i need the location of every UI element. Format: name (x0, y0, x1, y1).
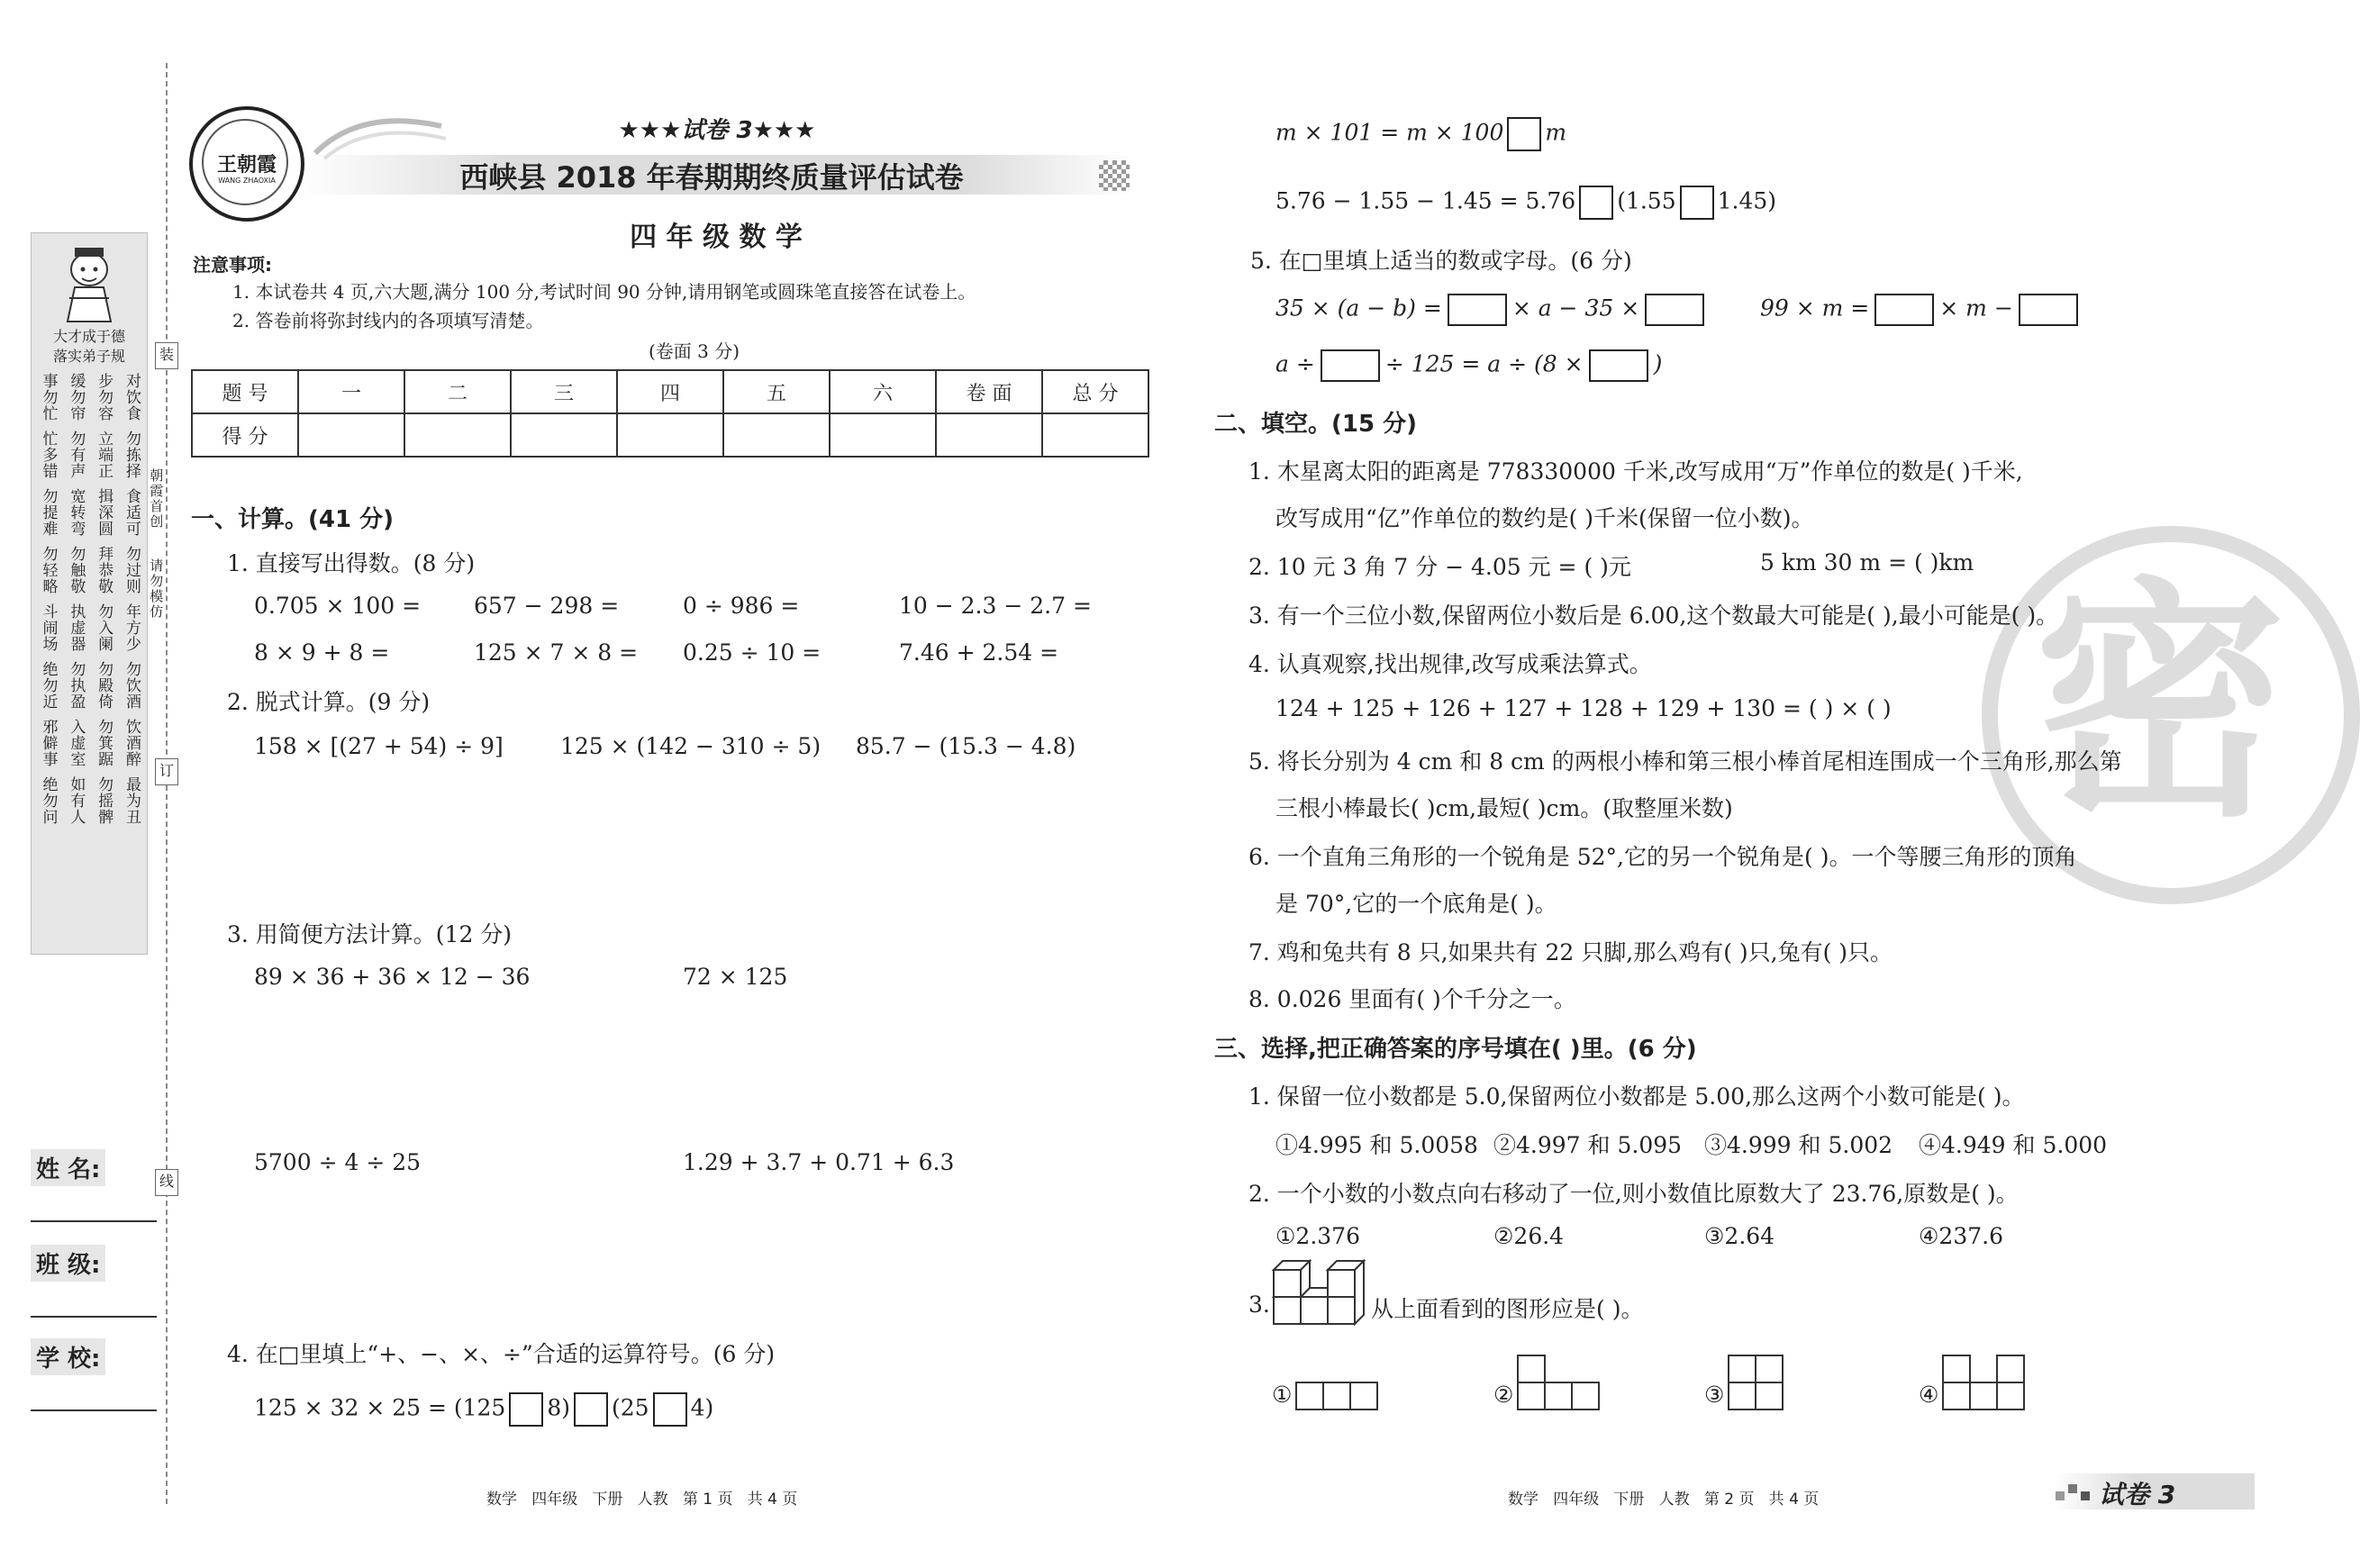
score-input-cell[interactable] (404, 413, 511, 457)
motto-column: 入虚室 (67, 719, 86, 767)
q3-title: 3. 用简便方法计算。(12 分) (227, 921, 513, 947)
answer-box[interactable] (1579, 186, 1613, 220)
ribbon-icon (306, 99, 450, 162)
s3-q3-option-2[interactable] (1493, 1382, 1611, 1436)
option-label: ① (1272, 1382, 1293, 1408)
s2-line: 5. 将长分别为 4 cm 和 8 cm 的两根小棒和第三根小棒首尾相连围成一个三角形,那么第 (1248, 748, 2122, 775)
s3-q2-option[interactable]: ③2.64 (1704, 1223, 1775, 1249)
q1-item: 7.46 + 2.54 = (899, 639, 1059, 666)
eq-text: (1.55 (1617, 187, 1676, 214)
answer-box[interactable] (1874, 294, 1934, 326)
eq-text: m × 101 = m × 100 (1275, 119, 1504, 146)
section3-title: 三、选择,把正确答案的序号填在( )里。(6 分) (1214, 1036, 1697, 1063)
score-input-cell[interactable] (936, 413, 1042, 457)
answer-box[interactable] (1680, 186, 1714, 220)
footer-page-1: 数学 四年级 下册 人教 第 1 页 共 4 页 (486, 1491, 798, 1509)
student-field-name[interactable] (31, 1149, 157, 1222)
left-sidebar (0, 0, 171, 1568)
tag-squares-icon (2056, 1481, 2092, 1502)
q1-item: 8 × 9 + 8 = (254, 639, 390, 666)
q1-item: 0.705 × 100 = (254, 593, 422, 619)
motto-group (39, 719, 140, 767)
cube-stack-figure (1272, 1270, 1366, 1335)
motto-column: 拜恭敬 (95, 546, 113, 594)
face-score-note: (卷面 3 分) (649, 340, 740, 362)
eq-text: 35 × (a − b) = (1275, 295, 1442, 322)
s2-line: 1. 木星离太阳的距离是 778330000 千米,改写成用“万”作单位的数是( )千米, (1248, 458, 2023, 485)
eq-text: a ÷ (1275, 350, 1315, 377)
motto-grid (39, 373, 143, 834)
eq-text: × a − 35 × (1511, 295, 1640, 322)
paper-tag: 试卷 3 (2099, 1480, 2176, 1509)
motto-column: 对饮食 (122, 373, 141, 421)
s3-q2-text: 2. 一个小数的小数点向右移动了一位,则小数值比原数大了 23.76,原数是( )。 (1248, 1181, 2019, 1207)
s2-line: 三根小棒最长( )cm,最短( )cm。(取整厘米数) (1275, 795, 1733, 821)
motto-column: 最为丑 (122, 776, 141, 825)
q1-item: 10 − 2.3 − 2.7 = (899, 593, 1092, 619)
brand-logo (189, 106, 304, 222)
paper-number: ★★★试卷 3★★★ (618, 117, 816, 144)
motto-column: 邪僻事 (39, 719, 58, 767)
s3-q1-option[interactable]: ①4.995 和 5.0058 (1275, 1132, 1478, 1158)
motto-column: 勿轻略 (39, 546, 58, 594)
answer-box[interactable] (1507, 117, 1541, 151)
score-header-cell: 二 (404, 370, 511, 413)
binding-mark: 线 (155, 1169, 178, 1196)
exam-title: 西峡县 2018 年春期期终质量评估试卷 (459, 160, 964, 195)
field-label-school: 学 校: (31, 1338, 105, 1375)
field-line (31, 1316, 157, 1318)
score-header-cell: 四 (617, 370, 723, 413)
motto-group (39, 373, 140, 421)
motto-group (39, 661, 140, 710)
motto-group (39, 603, 140, 652)
s2-line: 是 70°,它的一个底角是( )。 (1275, 891, 1557, 917)
checker-deco (1099, 160, 1130, 191)
score-header-cell: 六 (830, 370, 936, 413)
answer-box[interactable] (653, 1392, 687, 1427)
q2-item: 158 × [(27 + 54) ÷ 9] (254, 733, 504, 759)
s2-line: 7. 鸡和兔共有 8 只,如果共有 22 只脚,那么鸡有( )只,兔有( )只。 (1248, 939, 1893, 965)
s2-line: 3. 有一个三位小数,保留两位小数后是 6.00,这个数最大可能是( ),最小可能是( )。 (1248, 603, 2059, 629)
motto-top (37, 327, 141, 366)
q1-title: 1. 直接写出得数。(8 分) (227, 550, 476, 576)
q1-item: 657 − 298 = (474, 593, 620, 619)
motto-column: 忙多错 (39, 431, 58, 479)
logo-subtext: WANG ZHAOXIA (218, 177, 276, 185)
s3-q2-option[interactable]: ②26.4 (1493, 1223, 1565, 1249)
eq-text: × m − (1939, 295, 2013, 322)
notice-item: 2. 答卷前将弥封线内的各项填写清楚。 (232, 310, 544, 331)
section1-title: 一、计算。(41 分) (191, 506, 394, 533)
motto-column: 食适可 (122, 488, 141, 537)
s3-q3-text: 从上面看到的图形应是( )。 (1371, 1296, 1644, 1322)
answer-box[interactable] (1589, 349, 1648, 382)
field-label-name: 姓 名: (31, 1149, 105, 1186)
cartoon-panel (31, 232, 148, 955)
q5-equation-1 (1275, 294, 1710, 326)
q1-item: 0.25 ÷ 10 = (683, 639, 821, 666)
motto-column: 勿过则 (122, 546, 141, 594)
s2-line: 6. 一个直角三角形的一个锐角是 52°,它的另一个锐角是( )。一个等腰三角形的顶角 (1248, 844, 2077, 870)
eq-text: ÷ 125 = a ÷ (8 × (1384, 350, 1584, 377)
notice-heading: 注意事项: (193, 254, 272, 276)
score-input-cell[interactable] (830, 413, 936, 457)
option-label: ④ (1919, 1382, 1939, 1408)
q2-title: 2. 脱式计算。(9 分) (227, 689, 431, 715)
answer-box[interactable] (509, 1392, 543, 1427)
answer-box[interactable] (1321, 349, 1380, 382)
answer-box[interactable] (1448, 294, 1507, 326)
motto-column: 勿触敬 (67, 546, 86, 594)
motto-column: 立端正 (95, 431, 113, 479)
motto-column: 绝勿近 (39, 661, 58, 710)
motto-group (39, 488, 140, 537)
option-label: ③ (1704, 1382, 1725, 1408)
score-header-cell: 总 分 (1042, 370, 1148, 413)
eq-text: m (1545, 119, 1567, 146)
q4-title: 4. 在□里填上“+、−、×、÷”合适的运算符号。(6 分) (227, 1341, 776, 1367)
s2-line: 124 + 125 + 126 + 127 + 128 + 129 + 130 = ( ) × ( ) (1275, 695, 1892, 721)
s3-q1-option[interactable]: ②4.997 和 5.095 (1493, 1132, 1683, 1158)
motto-line: 落实弟子规 (52, 347, 125, 365)
footer-page-2: 数学 四年级 下册 人教 第 2 页 共 4 页 (1508, 1491, 1820, 1509)
s3-q3-option-3[interactable] (1704, 1382, 1803, 1436)
score-row-label: 得 分 (192, 413, 298, 457)
eq-text: 4) (690, 1394, 714, 1421)
section2-title: 二、填空。(15 分) (1214, 411, 1417, 438)
s3-q2-option[interactable]: ①2.376 (1275, 1223, 1360, 1249)
score-header-cell: 一 (298, 370, 404, 413)
eq-text: 5.76 − 1.55 − 1.45 = 5.76 (1275, 187, 1576, 214)
s2-line: 4. 认真观察,找出规律,改写成乘法算式。 (1248, 651, 1652, 677)
answer-box[interactable] (2019, 294, 2078, 326)
motto-column: 绝勿问 (39, 776, 58, 825)
watermark-text: 密 (2034, 557, 2286, 851)
motto-column: 勿拣择 (122, 431, 141, 479)
s3-q1-text: 1. 保留一位小数都是 5.0,保留两位小数都是 5.00,那么这两个小数可能是( )。 (1248, 1083, 2025, 1110)
motto-column: 事勿忙 (39, 373, 58, 421)
q1-item: 125 × 7 × 8 = (474, 639, 639, 666)
score-header-cell: 五 (723, 370, 830, 413)
s2-line: 8. 0.026 里面有( )个千分之一。 (1248, 986, 1576, 1012)
motto-column: 缓勿帘 (67, 373, 86, 421)
eq-text: 99 × m = (1760, 295, 1870, 322)
score-input-cell[interactable] (1042, 413, 1148, 457)
binding-note: 请勿模仿 (148, 558, 165, 620)
motto-group (39, 776, 140, 825)
s3-q1-option[interactable]: ③4.999 和 5.002 (1704, 1132, 1893, 1158)
score-table-header-row (192, 370, 1148, 413)
score-input-cell[interactable] (617, 413, 723, 457)
motto-group (39, 431, 140, 479)
eq-text: 1.45) (1717, 187, 1777, 214)
motto-column: 勿执盈 (67, 661, 86, 710)
scholar-cartoon-icon (51, 242, 127, 323)
q3-item: 72 × 125 (683, 964, 788, 990)
motto-column: 勿提难 (39, 488, 58, 537)
motto-column: 步勿容 (95, 373, 113, 421)
score-input-cell[interactable] (298, 413, 404, 457)
motto-column: 勿有声 (67, 431, 86, 479)
q3-item: 1.29 + 3.7 + 0.71 + 6.3 (683, 1149, 955, 1175)
q3-item: 89 × 36 + 36 × 12 − 36 (254, 964, 531, 990)
s3-q3-num: 3. (1248, 1292, 1270, 1318)
q4-equation-3 (1275, 186, 1776, 220)
motto-column: 勿饮酒 (122, 661, 141, 710)
motto-column: 勿箕踞 (95, 719, 113, 767)
eq-text: (25 (612, 1394, 649, 1421)
answer-box[interactable] (1645, 294, 1704, 326)
motto-column: 斗闹场 (39, 603, 58, 652)
motto-column: 如有人 (67, 776, 86, 825)
score-table (191, 369, 1149, 458)
s2-line: 2. 10 元 3 角 7 分 − 4.05 元 = ( )元 (1248, 554, 1631, 580)
score-input-cell[interactable] (723, 413, 830, 457)
field-line (31, 1220, 157, 1222)
q3-item: 5700 ÷ 4 ÷ 25 (254, 1149, 422, 1175)
motto-column: 执虚器 (67, 603, 86, 652)
exam-subtitle: 四 年 级 数 学 (630, 222, 803, 253)
motto-column: 揖深圆 (95, 488, 113, 537)
score-table-score-row (192, 413, 1148, 457)
motto-column: 勿摇髀 (95, 776, 113, 825)
score-header-cell: 三 (511, 370, 617, 413)
motto-column: 勿殿倚 (95, 661, 113, 710)
score-header-cell: 卷 面 (936, 370, 1042, 413)
q2-item: 125 × (142 − 310 ÷ 5) (560, 733, 821, 759)
s2-line: 5 km 30 m = ( )km (1760, 549, 1974, 576)
motto-column: 饮酒醉 (122, 719, 141, 767)
q2-item: 85.7 − (15.3 − 4.8) (856, 733, 1076, 759)
field-label-class: 班 级: (31, 1245, 105, 1282)
eq-text: ) (1653, 350, 1663, 377)
logo-text: 王朝霞 (216, 153, 277, 177)
eq-text: 8) (547, 1394, 571, 1421)
s3-q2-option[interactable]: ④237.6 (1919, 1223, 2003, 1249)
binding-mark: 订 (155, 758, 178, 785)
s3-q1-option[interactable]: ④4.949 和 5.000 (1919, 1132, 2108, 1158)
motto-column: 宽转弯 (67, 488, 86, 537)
motto-group (39, 546, 140, 594)
score-input-cell[interactable] (511, 413, 617, 457)
q5-title: 5. 在□里填上适当的数或字母。(6 分) (1250, 248, 1632, 274)
s3-q3-option-4[interactable] (1919, 1382, 2036, 1436)
motto-line: 大才成于德 (52, 328, 125, 345)
student-field-class[interactable] (31, 1245, 157, 1318)
q5-equation-2 (1760, 294, 2083, 326)
student-field-school[interactable] (31, 1338, 157, 1411)
notice-item: 1. 本试卷共 4 页,六大题,满分 100 分,考试时间 90 分钟,请用钢笔或圆珠笔直接答在试卷上。 (232, 281, 976, 303)
q1-item: 0 ÷ 986 = (683, 593, 800, 619)
motto-column: 年方少 (122, 603, 141, 652)
q4-equation-2 (1275, 117, 1566, 151)
s2-line: 改写成用“亿”作单位的数约是( )千米(保留一位小数)。 (1275, 505, 1814, 531)
option-label: ② (1493, 1382, 1514, 1408)
binding-note: 朝霞首创 (148, 468, 165, 530)
binding-mark: 装 (155, 342, 178, 369)
q5-equation-3 (1275, 349, 1662, 382)
eq-text: 125 × 32 × 25 = (125 (254, 1394, 506, 1421)
motto-column: 勿入阑 (95, 603, 113, 652)
field-line (31, 1409, 157, 1411)
s3-q3-option-1[interactable] (1272, 1382, 1380, 1436)
answer-box[interactable] (574, 1392, 608, 1427)
score-header-cell: 题 号 (192, 370, 298, 413)
q4-equation-1 (254, 1392, 713, 1427)
